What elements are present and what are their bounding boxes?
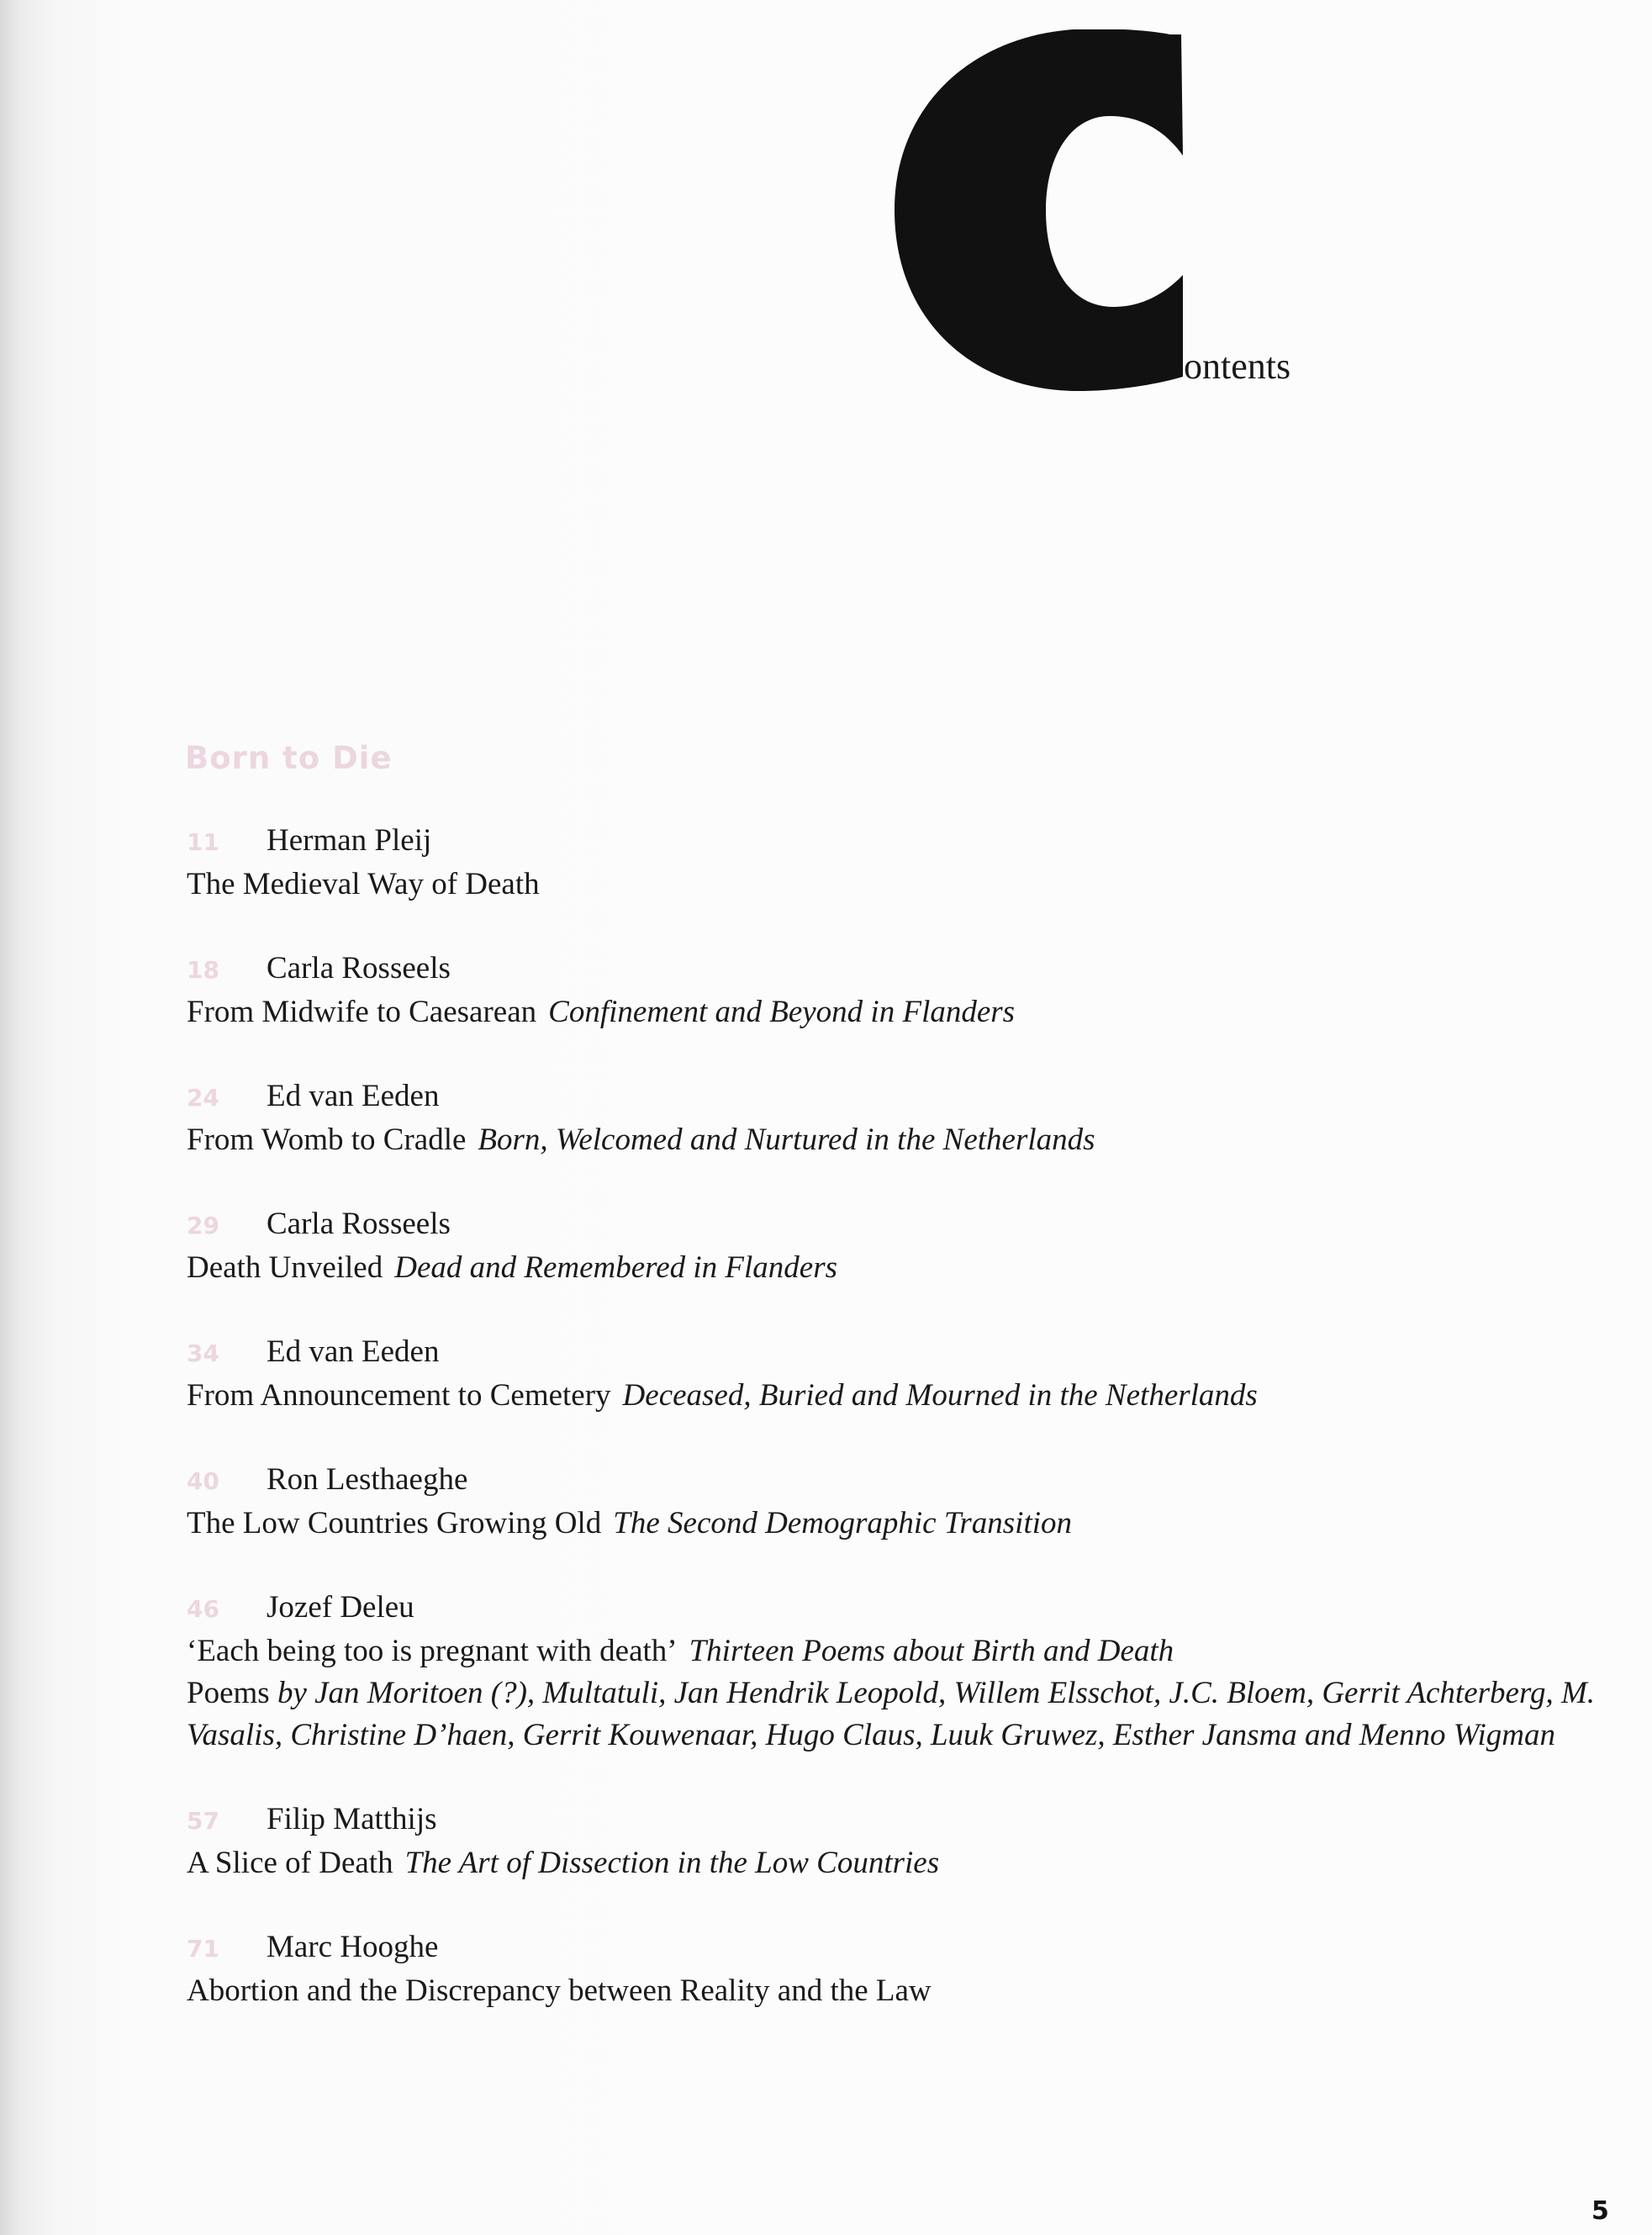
article-title: The Medieval Way of Death xyxy=(187,867,540,901)
author-name: Carla Rosseels xyxy=(267,1207,451,1241)
page-number: 11 xyxy=(187,828,219,856)
page-number: 57 xyxy=(187,1807,219,1835)
page-number: 40 xyxy=(187,1467,219,1495)
toc-entry xyxy=(187,1587,1599,1757)
poet-names: Jan Moritoen (?), Multatuli, Jan Hendrik Leopold, Willem Elsschot, J.C. Bloem, Gerrit Achterberg, M. Vasalis, Christine D’haen, Gerrit Kouwenaar, Hugo Claus, Luuk Gruwez, Esther Jansma and Menno Wigman xyxy=(187,1676,1596,1752)
article-subtitle: Confinement and Beyond in Flanders xyxy=(548,995,1016,1029)
toc-entry xyxy=(187,1459,1599,1545)
page-number: 71 xyxy=(187,1935,219,1963)
page-folio-number: 5 xyxy=(1591,2196,1609,2226)
toc-entry xyxy=(187,1075,1599,1161)
article-title: From Womb to Cradle xyxy=(187,1123,467,1157)
poems-by: by xyxy=(277,1676,307,1710)
toc-entry xyxy=(187,1331,1599,1417)
article-subtitle: The Art of Dissection in the Low Countries xyxy=(404,1846,940,1880)
article-subtitle: Thirteen Poems about Birth and Death xyxy=(689,1634,1174,1668)
author-name: Ed van Eeden xyxy=(267,1334,440,1369)
article-title: A Slice of Death xyxy=(187,1846,393,1880)
author-name: Marc Hooghe xyxy=(267,1930,439,1964)
article-title: ‘Each being too is pregnant with death’ xyxy=(187,1634,678,1668)
section-heading: Born to Die xyxy=(185,740,393,776)
author-name: Ed van Eeden xyxy=(267,1079,440,1113)
page-number: 46 xyxy=(187,1595,219,1623)
author-name: Jozef Deleu xyxy=(267,1590,414,1625)
article-title: From Announcement to Cemetery xyxy=(187,1378,611,1413)
page-number: 24 xyxy=(187,1084,219,1112)
contents-initial-c xyxy=(893,29,1189,391)
page-number: 34 xyxy=(187,1339,219,1367)
page-number: 18 xyxy=(187,956,219,984)
author-name: Ron Lesthaeghe xyxy=(267,1462,468,1497)
page-number: 29 xyxy=(187,1212,219,1239)
toc-entry xyxy=(187,948,1599,1033)
poets-list xyxy=(187,1672,1599,1757)
author-name: Carla Rosseels xyxy=(267,951,451,985)
toc-entry xyxy=(187,1926,1599,2012)
toc-entry xyxy=(187,820,1599,906)
poems-label: Poems xyxy=(187,1676,270,1710)
article-subtitle: The Second Demographic Transition xyxy=(613,1506,1073,1540)
toc-entry xyxy=(187,1799,1599,1884)
article-title: Abortion and the Discrepancy between Reality and the Law xyxy=(187,1973,932,2008)
author-name: Herman Pleij xyxy=(267,823,432,858)
toc-entry xyxy=(187,1203,1599,1289)
contents-title: ontents xyxy=(1184,346,1291,387)
article-title: From Midwife to Caesarean xyxy=(187,995,537,1029)
table-of-contents xyxy=(187,820,1599,2054)
article-subtitle: Dead and Remembered in Flanders xyxy=(394,1250,838,1285)
article-subtitle: Deceased, Buried and Mourned in the Netherlands xyxy=(622,1378,1258,1413)
article-title: The Low Countries Growing Old xyxy=(187,1506,602,1540)
author-name: Filip Matthijs xyxy=(267,1802,437,1836)
article-title: Death Unveiled xyxy=(187,1250,383,1285)
article-subtitle: Born, Welcomed and Nurtured in the Netherlands xyxy=(478,1123,1095,1157)
